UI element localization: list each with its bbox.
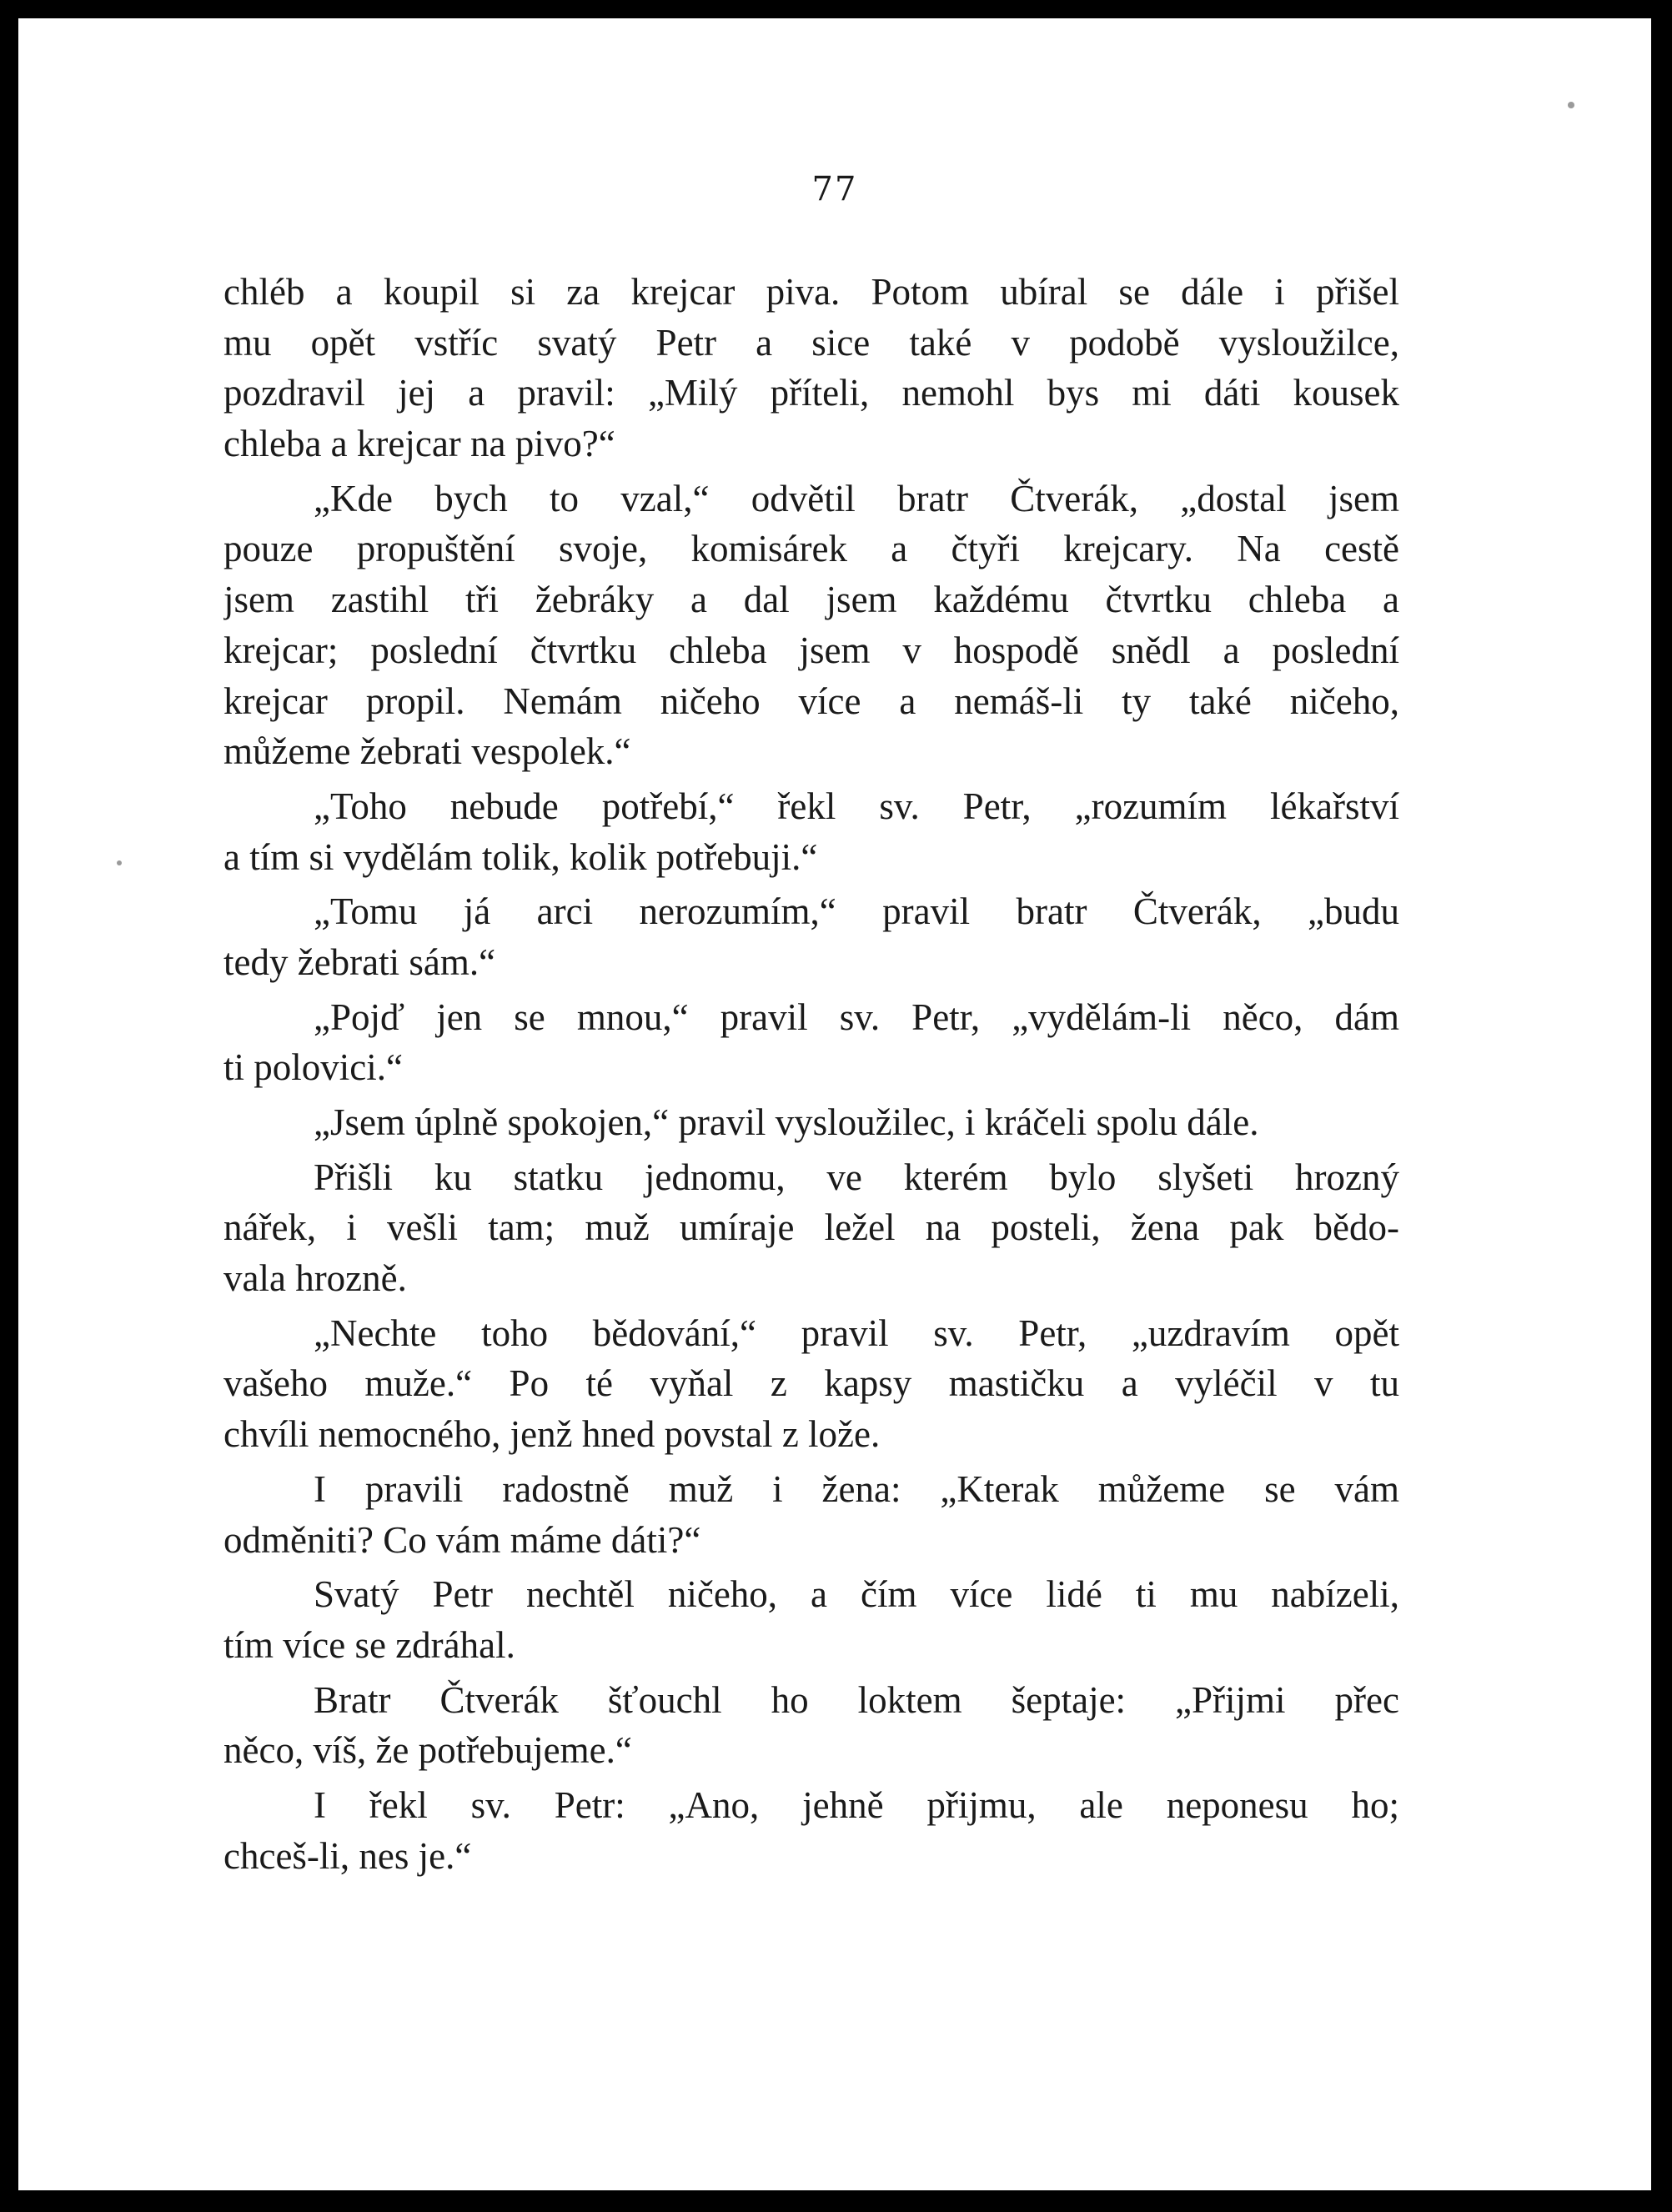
paragraph (223, 992, 1399, 1093)
text-line: krejcar; poslední čtvrtku chleba jsem v hospodě snědl a poslední (223, 629, 1399, 671)
text-line: „Nechte toho bědování,“ pravil sv. Petr, „uzdravím opět (314, 1312, 1399, 1354)
text-line: „Pojď jen se mnou,“ pravil sv. Petr, „vydělám-li něco, dám (314, 996, 1399, 1038)
paragraph (223, 1464, 1399, 1565)
text-line: tedy žebrati sám.“ (223, 940, 496, 983)
text-line: „Tomu já arci nerozumím,“ pravil bratr Čtverák, „budu (314, 890, 1399, 933)
text-line: „Kde bych to vzal,“ odvětil bratr Čtverák, „dostal jsem (314, 477, 1399, 519)
paragraph (223, 1097, 1399, 1148)
text-line: chleba a krejcar na pivo?“ (223, 423, 615, 465)
paragraph (223, 1780, 1399, 1881)
text-line: pouze propuštění svoje, komisárek a čtyři krejcary. Na cestě (223, 528, 1399, 570)
text-line: a tím si vydělám tolik, kolik potřebuji.“ (223, 835, 818, 878)
text-line: krejcar propil. Nemám ničeho více a nemáš-li ty také ničeho, (223, 680, 1399, 722)
body-text (223, 267, 1399, 1881)
text-line: chléb a koupil si za krejcar piva. Potom ubíral se dále i přišel (223, 271, 1399, 313)
text-line: chceš-li, nes je.“ (223, 1834, 472, 1877)
text-line: nářek, i vešli tam; muž umíraje ležel na posteli, žena pak bědo- (223, 1206, 1399, 1249)
page-number: 77 (811, 170, 858, 208)
paragraph (223, 1569, 1399, 1670)
scan-speck (1568, 102, 1574, 108)
paragraph (223, 1152, 1399, 1304)
paragraph (223, 267, 1399, 469)
book-page (18, 18, 1651, 2190)
text-line: Přišli ku statku jednomu, ve kterém bylo slyšeti hrozný (314, 1156, 1399, 1198)
text-line: odměniti? Co vám máme dáti?“ (223, 1518, 701, 1561)
scan-speck (117, 860, 122, 865)
text-line: chvíli nemocného, jenž hned povstal z lože. (223, 1413, 881, 1456)
text-line: něco, víš, že potřebujeme.“ (223, 1729, 632, 1772)
paragraph (223, 1675, 1399, 1776)
text-line: Svatý Petr nechtěl ničeho, a čím více lidé ti mu nabízeli, (314, 1573, 1399, 1616)
paragraph (223, 781, 1399, 882)
text-line: ti polovici.“ (223, 1046, 403, 1089)
text-line: jsem zastihl tři žebráky a dal jsem každému čtvrtku chleba a (223, 579, 1399, 621)
text-line: mu opět vstříc svatý Petr a sice také v podobě vysloužilce, (223, 321, 1399, 364)
text-line: vala hrozně. (223, 1257, 407, 1300)
paragraph (223, 1308, 1399, 1460)
text-line: I pravili radostně muž i žena: „Kterak můžeme se vám (314, 1467, 1399, 1510)
text-line: I řekl sv. Petr: „Ano, jehně přijmu, ale neponesu ho; (314, 1783, 1399, 1826)
text-line: vašeho muže.“ Po té vyňal z kapsy mastičku a vyléčil v tu (223, 1362, 1399, 1405)
paragraph (223, 474, 1399, 777)
text-line: Bratr Čtverák šťouchl ho loktem šeptaje: „Přijmi přec (314, 1678, 1399, 1721)
text-line: „Jsem úplně spokojen,“ pravil vysloužilec, i kráčeli spolu dále. (314, 1101, 1259, 1143)
text-line: „Toho nebude potřebí,“ řekl sv. Petr, „rozumím lékařství (314, 785, 1399, 827)
text-line: pozdravil jej a pravil: „Milý příteli, nemohl bys mi dáti kousek (223, 372, 1399, 414)
text-line: tím více se zdráhal. (223, 1623, 515, 1666)
text-line: můžeme žebrati vespolek.“ (223, 730, 631, 773)
paragraph (223, 886, 1399, 987)
